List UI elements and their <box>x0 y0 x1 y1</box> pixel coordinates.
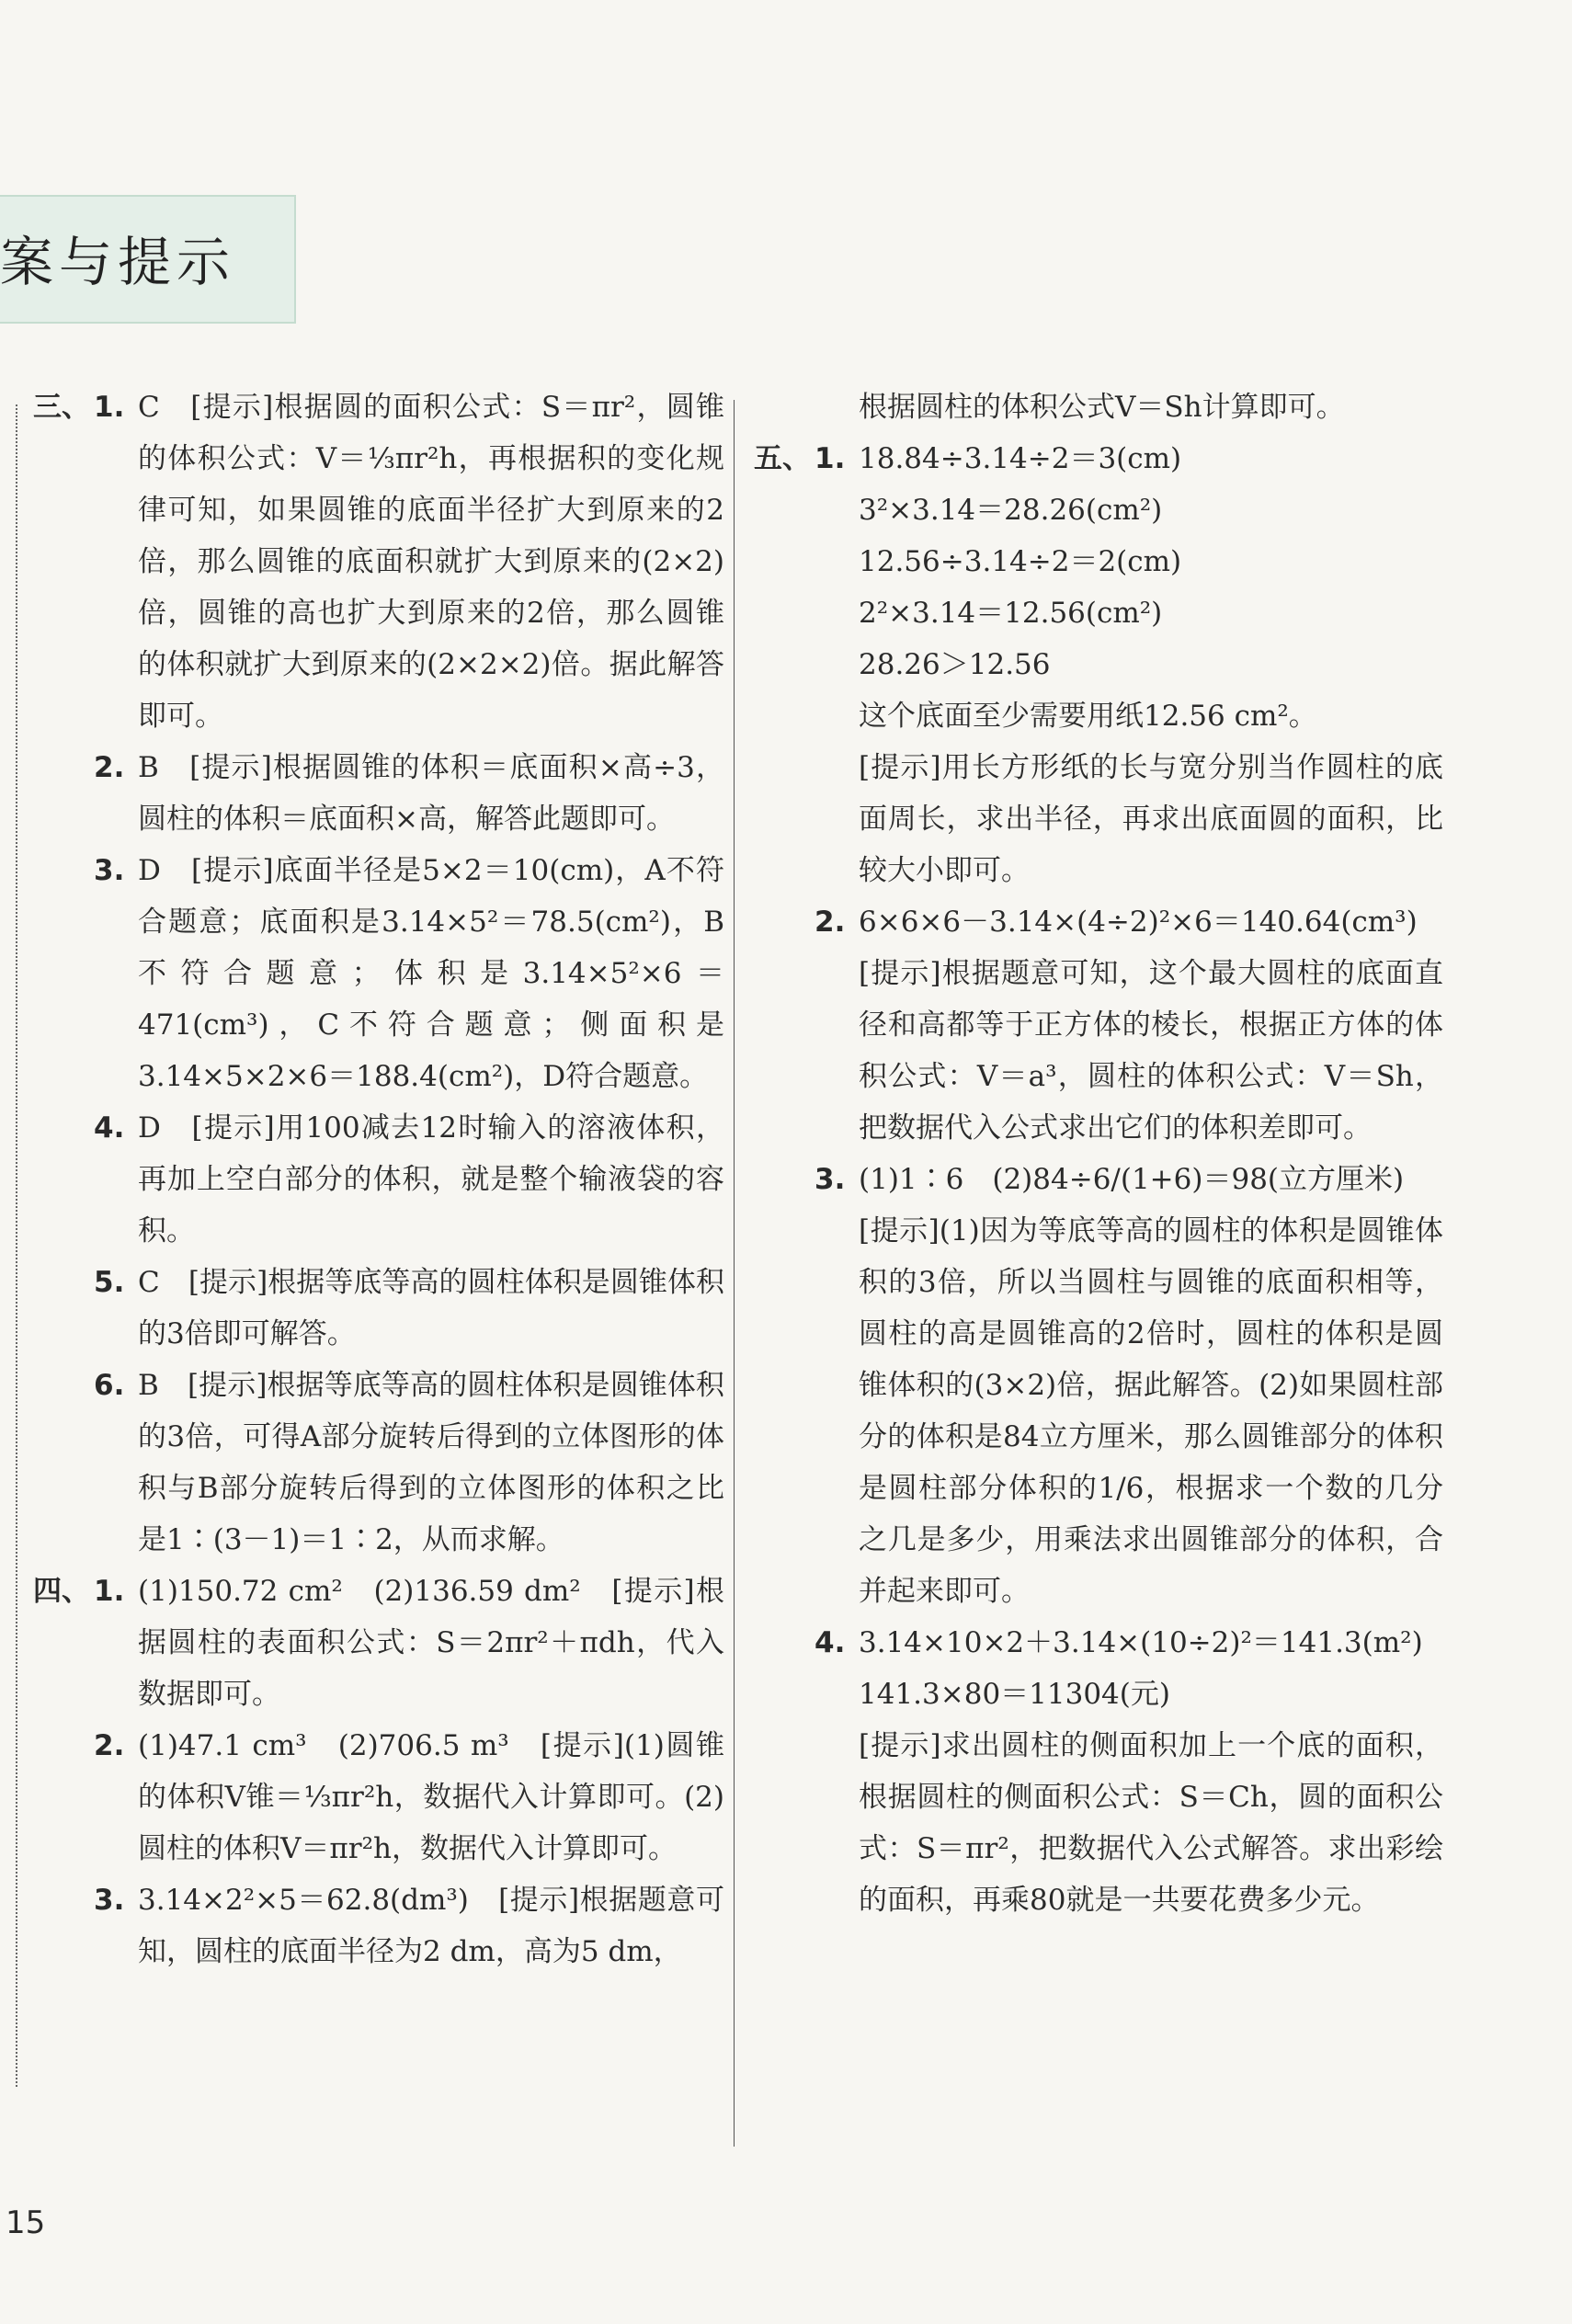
answer-line: 141.3×80＝11304(元) <box>859 1678 1170 1711</box>
question-number: 6. <box>94 1369 125 1402</box>
answer-item <box>33 1566 724 1720</box>
question-number: 1. <box>94 1575 125 1608</box>
question-number: 2. <box>94 751 125 784</box>
answer-line: 2²×3.14＝12.56(cm²) <box>859 597 1163 630</box>
question-number: 1. <box>94 391 125 424</box>
question-number: 2. <box>814 906 846 939</box>
section-label: 五、 <box>754 442 811 475</box>
answer-text: 3.14×2²×5＝62.8(dm³) [提示]根据题意可知，圆柱的底面半径为2 dm，高为5 dm， <box>138 1884 724 1968</box>
answer-line: 3.14×10×2＋3.14×(10÷2)²＝141.3(m²) <box>859 1626 1423 1659</box>
answer-line: 12.56÷3.14÷2＝2(cm) <box>859 545 1182 578</box>
question-number: 3. <box>814 1163 846 1196</box>
answer-item <box>33 1874 724 1977</box>
hint-text: [提示]用长方形纸的长与宽分别当作圆柱的底面周长，求出半径，再求出底面圆的面积，比较大小即可。 <box>859 751 1443 887</box>
answer-text: B [提示]根据圆锥的体积＝底面积×高÷3，圆柱的体积＝底面积×高，解答此题即可。 <box>138 751 724 836</box>
question-number: 4. <box>814 1626 846 1659</box>
answer-item <box>754 382 1443 433</box>
banner-title: 案与提示 <box>0 231 236 293</box>
answer-item <box>33 382 724 742</box>
answer-text: D [提示]底面半径是5×2＝10(cm)，A不符合题意；底面积是3.14×5²＝78.5(cm²)，B不符合题意；体积是3.14×5²×6＝471(cm³)，C不符合题意；侧面积是3.14×5×2×6＝188.4(cm²)，D符合题意。 <box>138 854 724 1093</box>
answer-item <box>754 1154 1443 1617</box>
answer-text: C [提示]根据圆的面积公式：S＝πr²，圆锥的体积公式：V＝⅓πr²h，再根据积的变化规律可知，如果圆锥的底面半径扩大到原来的2倍，那么圆锥的底面积就扩大到原来的(2×2)倍，圆锥的高也扩大到原来的2倍，那么圆锥的体积就扩大到原来的(2×2×2)倍。据此解答即可。 <box>138 391 724 733</box>
column-divider <box>734 400 735 2147</box>
question-number: 2. <box>94 1729 125 1762</box>
question-number: 5. <box>94 1266 125 1299</box>
section-label: 四、 <box>33 1575 90 1608</box>
answer-line: 3²×3.14＝28.26(cm²) <box>859 494 1163 527</box>
section-label: 三、 <box>33 391 90 424</box>
hint-text: [提示](1)因为等底等高的圆柱的体积是圆锥体积的3倍，所以当圆柱与圆锥的底面积相等，圆柱的高是圆锥高的2倍时，圆柱的体积是圆锥体积的(3×2)倍，据此解答。(2)如果圆柱部分的体积是84立方厘米，那么圆锥部分的体积是圆柱部分体积的1/6，根据求一个数的几分之几是多少，用乘法求出圆锥部分的体积，合并起来即可。 <box>859 1214 1443 1608</box>
answer-item <box>33 845 724 1102</box>
answer-text: (1)150.72 cm² (2)136.59 dm² [提示]根据圆柱的表面积公式：S＝2πr²＋πdh，代入数据即可。 <box>138 1575 724 1711</box>
question-number: 3. <box>94 1884 125 1917</box>
left-column <box>33 382 724 1977</box>
margin-rule <box>16 404 18 2087</box>
hint-text: [提示]求出圆柱的侧面积加上一个底的面积，根据圆柱的侧面积公式：S＝Ch，圆的面积公式：S＝πr²，把数据代入公式解答。求出彩绘的面积，再乘80就是一共要花费多少元。 <box>859 1729 1443 1917</box>
answer-item <box>33 1257 724 1360</box>
answer-line: 18.84÷3.14÷2＝3(cm) <box>859 442 1182 475</box>
answer-line: 28.26＞12.56 <box>859 648 1051 681</box>
answer-line: (1)1∶6 (2)84÷6/(1+6)＝98(立方厘米) <box>859 1163 1405 1196</box>
answer-text: B [提示]根据等底等高的圆柱体积是圆锥体积的3倍，可得A部分旋转后得到的立体图形的体积与B部分旋转后得到的立体图形的体积之比是1∶(3－1)＝1∶2，从而求解。 <box>138 1369 724 1556</box>
question-number: 1. <box>814 442 846 475</box>
section-banner <box>0 195 296 324</box>
answer-item <box>754 896 1443 1154</box>
answer-text: (1)47.1 cm³ (2)706.5 m³ [提示](1)圆锥的体积V锥＝⅓πr²h，数据代入计算即可。(2)圆柱的体积V＝πr²h，数据代入计算即可。 <box>138 1729 724 1865</box>
answer-text: C [提示]根据等底等高的圆柱体积是圆锥体积的3倍即可解答。 <box>138 1266 724 1350</box>
answer-item <box>754 1617 1443 1926</box>
right-column <box>754 382 1443 1926</box>
answer-item <box>754 433 1443 896</box>
question-number: 4. <box>94 1111 125 1145</box>
answer-item <box>33 742 724 845</box>
answer-line: 6×6×6－3.14×(4÷2)²×6＝140.64(cm³) <box>859 906 1418 939</box>
answer-line: 这个底面至少需要用纸12.56 cm²。 <box>859 700 1317 733</box>
answer-item <box>33 1360 724 1566</box>
page-number: 15 <box>6 2204 46 2241</box>
answer-text: D [提示]用100减去12时输入的溶液体积，再加上空白部分的体积，就是整个输液袋的容积。 <box>138 1111 724 1247</box>
answer-line: 根据圆柱的体积公式V＝Sh计算即可。 <box>859 391 1345 424</box>
hint-text: [提示]根据题意可知，这个最大圆柱的底面直径和高都等于正方体的棱长，根据正方体的体积公式：V＝a³，圆柱的体积公式：V＝Sh，把数据代入公式求出它们的体积差即可。 <box>859 957 1443 1145</box>
question-number: 3. <box>94 854 125 887</box>
answer-item <box>33 1102 724 1257</box>
answer-item <box>33 1720 724 1874</box>
